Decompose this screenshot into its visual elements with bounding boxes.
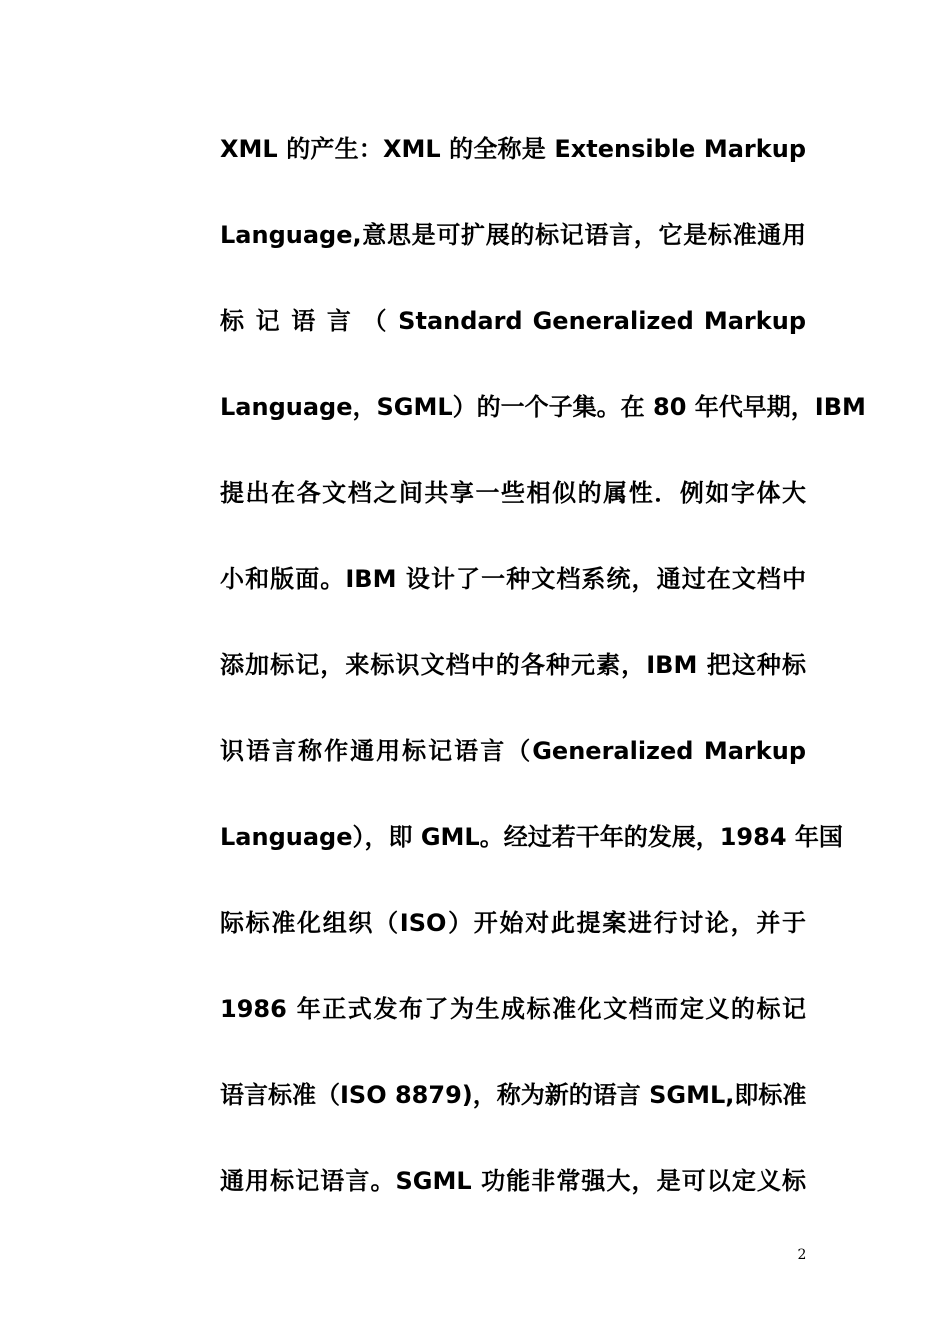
paragraph-line: 识语言称作通用标记语言（Generalized Markup [220,737,806,765]
paragraph-line: 提出在各文档之间共享一些相似的属性．例如字体大 [220,479,806,507]
paragraph-line: 际标准化组织（ISO）开始对此提案进行讨论，并于 [220,909,806,937]
paragraph-line: 标 记 语 言 （ Standard Generalized Markup [220,307,806,335]
body-paragraph [220,128,866,1246]
paragraph-line: 1986 年正式发布了为生成标准化文档而定义的标记 [220,995,806,1023]
paragraph-line: 语言标准（ISO 8879)，称为新的语言 SGML,即标准 [220,1081,807,1109]
paragraph-line: 添加标记，来标识文档中的各种元素，IBM 把这种标 [220,651,806,679]
paragraph-line: Language,意思是可扩展的标记语言，它是标准通用 [220,221,806,249]
paragraph-line: 小和版面。IBM 设计了一种文档系统，通过在文档中 [220,565,806,593]
page-number: 2 [797,1247,807,1263]
paragraph-line: 通用标记语言。SGML 功能非常强大，是可以定义标 [220,1167,806,1195]
paragraph-line: XML 的产生：XML 的全称是 Extensible Markup [220,135,806,163]
paragraph-line: Language，SGML）的一个子集。在 80 年代早期，IBM [220,393,866,421]
paragraph-line: Language），即 GML。经过若干年的发展，1984 年国 [220,823,843,851]
